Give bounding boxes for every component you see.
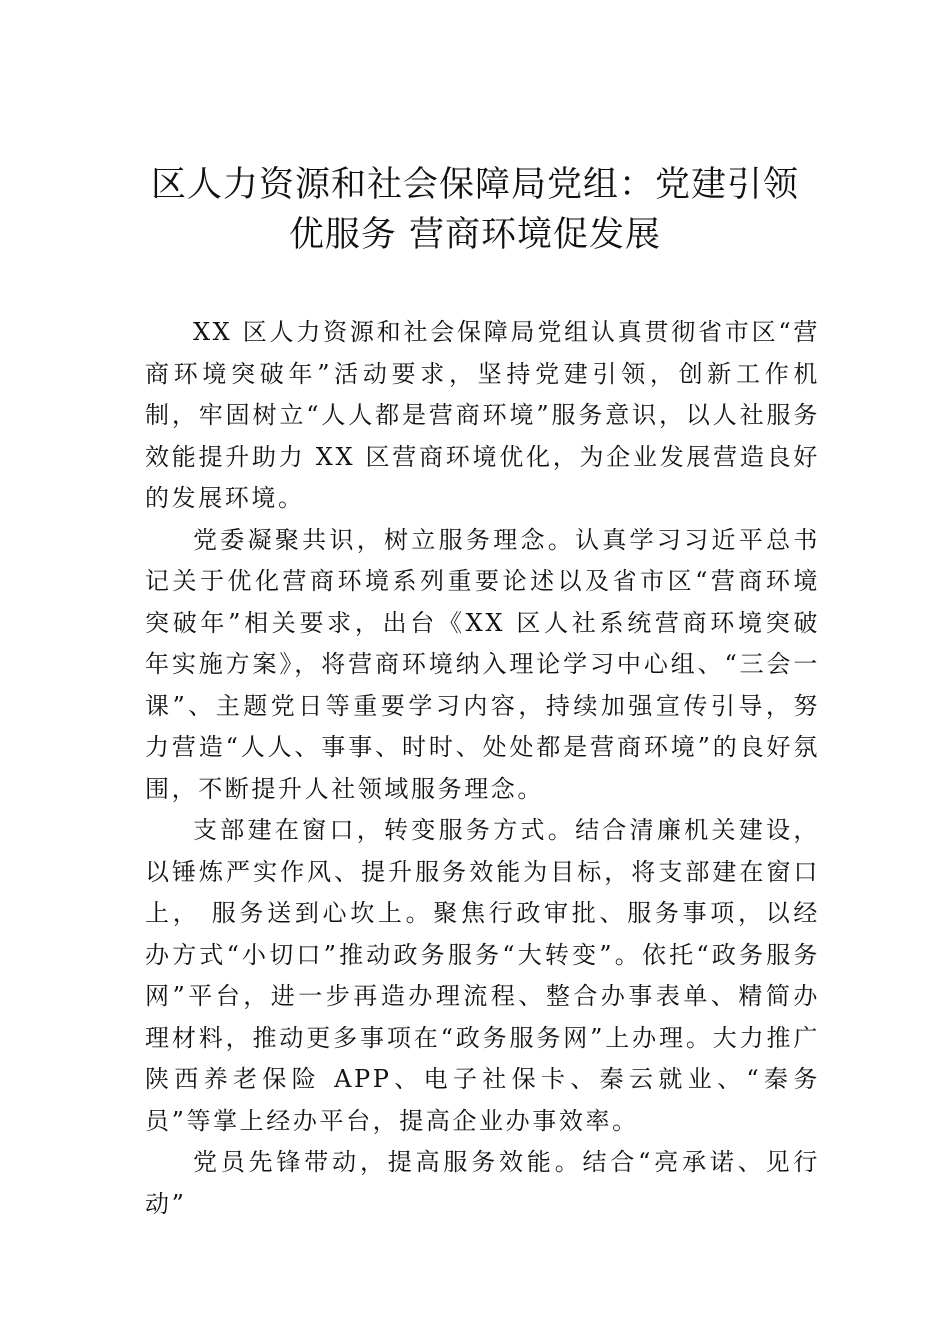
document-body — [145, 312, 820, 1225]
title-line-2: 优服务 营商环境促发展 — [288, 215, 662, 255]
paragraph-party-committee: 党委凝聚共识，树立服务理念。认真学习习近平总书记关于优化营商环境系列重要论述以及省市区“营商环境突破年”相关要求，出台《XX 区人社系统营商环境突破年实施方案》，将营商环境纳入理论学习中心组、“三会一课”、主题党日等重要学习内容，持续加强宣传引导，努力营造“人人、事事、时时、处处都是营商环境”的良好氛围，不断提升人社领域服务理念。 — [145, 525, 820, 803]
paragraph-intro: XX 区人力资源和社会保障局党组认真贯彻省市区“营商环境突破年”活动要求，坚持党建引领，创新工作机制，牢固树立“人人都是营商环境”服务意识，以人社服务效能提升助力 XX 区营商环境优化，为企业发展营造良好的发展环境。 — [145, 318, 820, 512]
document-title — [120, 160, 830, 260]
title-line-1: 区人力资源和社会保障局党组：党建引领 — [150, 165, 799, 205]
paragraph-party-members: 党员先锋带动，提高服务效能。结合“亮承诺、见行动” — [145, 1148, 820, 1218]
paragraph-branch-window: 支部建在窗口，转变服务方式。结合清廉机关建设，以锤炼严实作风、提升服务效能为目标，将支部建在窗口上， 服务送到心坎上。聚焦行政审批、服务事项，以经办方式“小切口”推动政务服务“大转变”。依托“政务服务网”平台，进一步再造办理流程、整合办事表单、精简办理材料，推动更多事项在“政务服务网”上办理。大力推广陕西养老保险 APP、电子社保卡、秦云就业、“秦务员”等掌上经办平台，提高企业办事效率。 — [145, 816, 820, 1135]
